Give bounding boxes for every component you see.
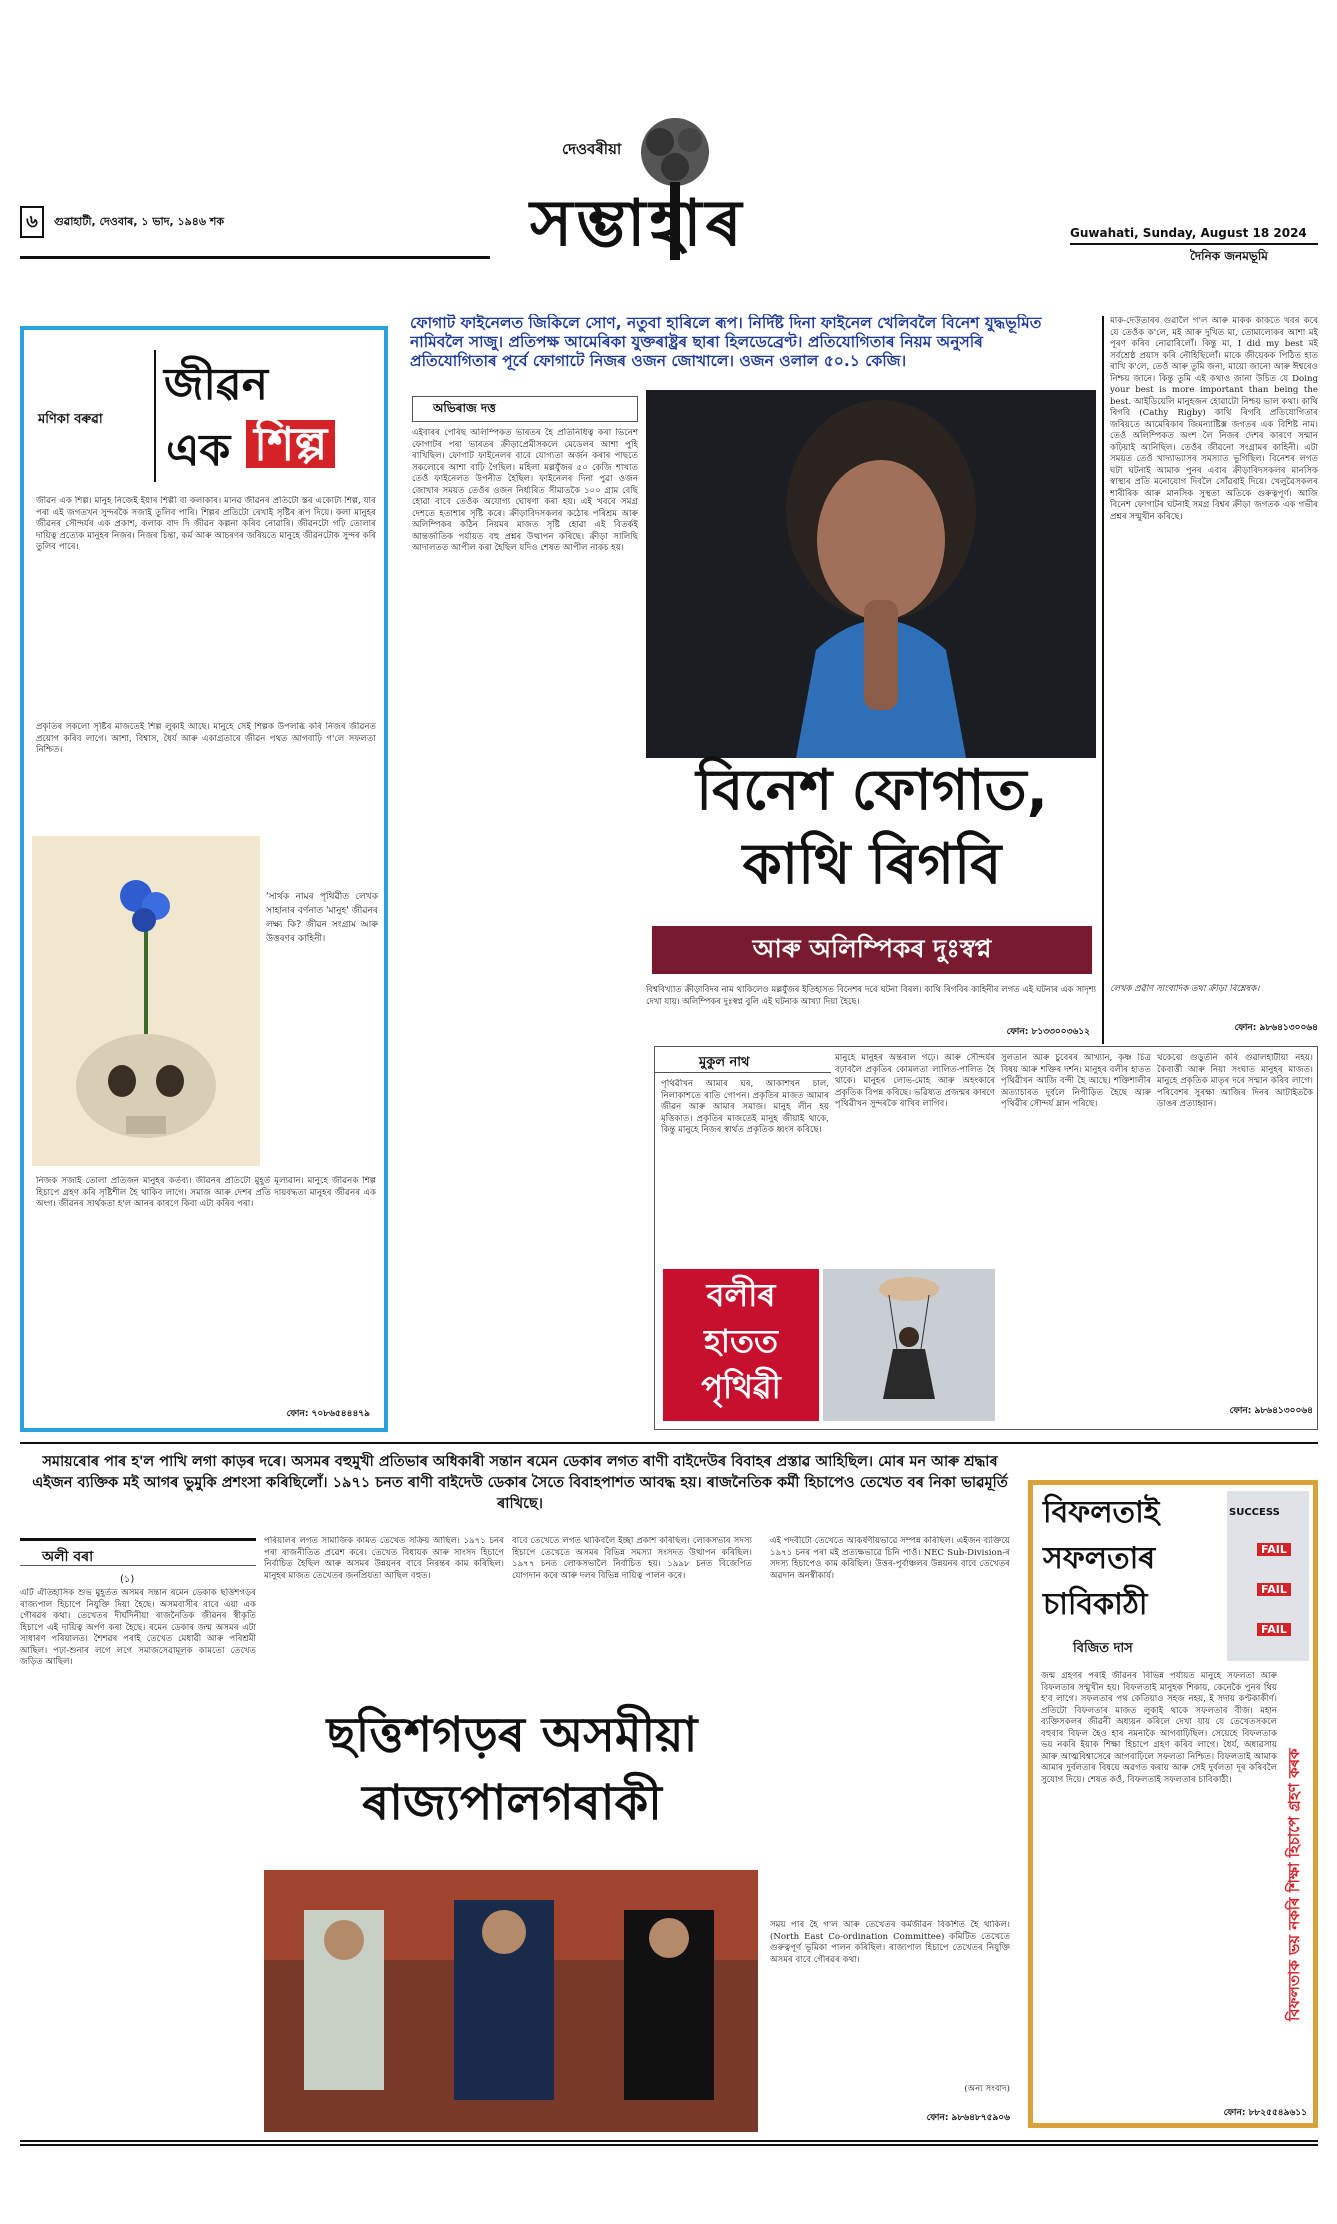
vinesh-headline-line2: কাথি ৰিগবি [742, 832, 1002, 897]
ramen-deck: সমায়ৰোৰ পাৰ হ'ল পাখি লগা কাড়ৰ দৰে। অসমৰ বহুমুখী প্ৰতিভাৰ অধিকাৰী সন্তান ৰমেন ডেকাৰ লগত ৰাণী বাইদেউৰ বিবাহৰ প্ৰস্তাৱ আহিছিল। মোৰ মন আৰু শ্ৰদ্ধাৰ এইজন ব্যক্তিক মই আগৰ ভুমুকি প্ৰশংসা কৰিছিলোঁ। ১৯৭১ চনত ৰাণী বাইদেউ ডেকাৰ সৈতে বিবাহপাশত আবদ্ধ হয়। ৰাজনৈতিক কৰ্মী হিচাপেও তেখেত বৰ নিকা ভাৱমূৰ্তি ৰাখিছে। [32, 1454, 1008, 1512]
mukul-author: মুকুল নাথ [699, 1055, 750, 1070]
ramen-author: অলী বৰা [42, 1549, 94, 1565]
vinesh-body-left: এইবাৰৰ পেৰিছ অলিম্পিকত ভাৰতৰ হৈ প্ৰতিনিধিত্ব কৰা ভিনেশ ফোগাটৰ পৰা ভাৰতৰ ক্ৰীড়াপ্ৰেমীসকলে মেডেলৰ আশা পুহি ৰাখিছিল। ফোগাট ফাইনেলৰ বাবে যোগ্যতা অৰ্জন কৰাৰ পাছতে সকলোৰে আশা বাঢ়ি গৈছিল। মহিলা মল্লযুঁজৰ ৫০ কেজি শাখাত তেওঁ ফাইনেলত উপনীত হৈছিল। ফাইনেলৰ দিনা পুৱা ওজন জোখাৰ সময়ত তেওঁৰ ওজন নিৰ্ধাৰিত সীমাতকৈ ১০০ গ্ৰাম বেছি হোৱা বাবে তেওঁক অযোগ্য ঘোষণা কৰা হয়। এই খবৰে সমগ্ৰ দেশতে হতাশাৰ সৃষ্টি কৰে। ক্ৰীড়াবিদসকলৰ কঠোৰ পৰিশ্ৰম আৰু অলিম্পিকৰ কঠিন নিয়মৰ মাজত সৃষ্টি হোৱা এই বিতৰ্কই আন্তৰ্জাতিক পৰ্যায়ত বহু প্ৰশ্নৰ উত্থাপন কৰিছে। ক্ৰীড়া সালিছি আদালতত আপীল কৰা হৈছিল যদিও শেষত আপীল নাকচ হয়। [412, 428, 638, 553]
left-article-box [20, 326, 388, 1432]
mukul-banner-line3: পৃথিৱী [701, 1368, 781, 1406]
right-col-phone: ফোন: ৯৮৬৪১৩০০৬৪ [1234, 1023, 1318, 1033]
right-col-body: মাক-দেউতাৰৰ গুৱালৈ গ'ল আৰু মাকক কাকতে খবৰ কৰে যে তেওঁক ক'লে, মই আৰু দুখিত মা, তোমালোকৰ আশা মই পূৰণ কৰিব নোৱাৰিলোঁ। কিন্তু মা, I did my best মই সৰ্বশ্ৰেষ্ঠ প্ৰয়াস কৰি নৌহিছিলোঁ। মাকে জীয়েকক পিঠিত হাত ৰাখি ক'লে, তেওঁ আৰু তুমি জনা, মায়ো জানো আৰু ঈশ্বৰেও নিশ্চয় জানে। কিন্তু তুমি এই কথাও জানা উচিত যে Doing your best is more important than being the best. আইডিয়েলি মানুহজন হোৱাটো নিশ্চয় ভাল কথা। কাথি ৰিগবি (Cathy Rigby) কাথি ৰিগবি প্ৰতিযোগিতাৰ জৰিয়তে আমেৰিকাৰ জিমন্যাষ্টিক্স জগতৰ এক বিশিষ্ট নাম। তেওঁ অলিম্পিকত অংশ লৈ নিজৰ দেশৰ কাৰণে সন্মান কঢ়িয়াই আনিছিল। তেওঁৰ জীৱনো সংগ্ৰামৰ কাহিনী। এটা সময়ত তেওঁ খাদ্যাভ্যাসৰ সমস্যাত ভুগিছিল। বিনেশৰ লগত ঘটা ঘটনাই আমাক পুনৰ এবাৰ ক্ৰীড়াবিদসকলৰ মানসিক স্বাস্থ্যৰ প্ৰতি মনোযোগ দিবলৈ সোঁৱৰাই দিয়ে। খেলুৱৈসকলৰ শাৰীৰিক আৰু মানসিক সুস্থতা অতিকে গুৰুত্বপূৰ্ণ। আজি বিনেশ ফোগাটৰ ঘটনাই সমগ্ৰ বিশ্বৰ ক্ৰীড়া জগতক এক গভীৰ প্ৰশ্নৰ সন্মুখীন কৰিছে। [1110, 316, 1318, 522]
ladder-fail-3: FAIL [1257, 1623, 1291, 1636]
success-phone: ফোন: ৮৮২৫৫৪৯৬১১ [1223, 2108, 1307, 2118]
skull-flower-image [32, 836, 260, 1166]
mukul-banner-line2: হাতত [703, 1322, 779, 1360]
page-number-box: ৬ [20, 206, 44, 238]
right-col-divider [1102, 316, 1104, 1044]
ramen-headline-line1: ছত্তিশগড়ৰ অসমীয়া [326, 1707, 698, 1763]
ramen-col5: সময় পাৰ হৈ গ'ল আৰু তেখেতৰ কৰ্মজীৱন বিকশিত হৈ থাকিল। (North East Co-ordination Committee) কমিটিত তেখেতে গুৰুত্বপূৰ্ণ ভূমিকা পালন কৰিছিল। ৰাজ্যপাল হিচাপে তেখেতৰ নিযুক্তি অসমৰ বাবে গৌৰৱৰ কথা। [770, 1920, 1010, 1965]
ramen-col3: বাবে তেখেতে লগত থাকিবলৈ ইচ্ছা প্ৰকাশ কৰিছিল। লোকসভাৰ সদস্য হিচাপে তেখেতে অসমৰ বিভিন্ন সমস্যা সংসদত উত্থাপন কৰিছিল। ১৯৭৭ চনত লোকসভালৈ নিৰ্বাচিত হয়। ১৯৯৮ চনত বিজেপিত যোগদান কৰে আৰু দলৰ বিভিন্ন দায়িত্ব পালন কৰে। [512, 1536, 752, 1581]
left-author: মণিকা বৰুৱা [38, 412, 103, 427]
vinesh-author-box [412, 396, 638, 422]
success-ladder-top: SUCCESS [1229, 1507, 1280, 1518]
success-vertical-text: বিফলতাক ভয় নকৰি শিক্ষা হিচাপে গ্ৰহণ কৰক [1285, 1748, 1303, 2022]
masthead-rule-left [20, 256, 490, 259]
ramen-author-box [20, 1538, 256, 1566]
left-caption-body: 'সাৰ্থক নামৰ পৃথিৱীত লেখক সাহানাৰ বৰ্ণনাত 'মানুহ' জীৱনৰ লক্ষ্য কি? জীৱন সংগ্ৰাম আৰু উত্তৰণৰ কাহিনী। [266, 892, 378, 944]
ladder-fail-1: FAIL [1257, 1543, 1291, 1556]
ramen-footer: (অন্য সংবাদ) [964, 2084, 1010, 2094]
success-author: বিজিত দাস [1073, 1641, 1133, 1656]
mukul-body3: সুলতান আৰু চুবেৰৰ আখ্যান, কৃষ্ণ চিত্ৰ বিষয় আৰু শক্তিৰ দৰ্শন। মানুহৰ বলীৰ হাতত পৃথিৱীখন আজি বন্দী হৈ আছে। শক্তিশালীৰ অত্যাচাৰত দুৰ্বলে নিপীড়িত হৈছে আৰু পৃথিৱীৰ সৌন্দৰ্য ম্লান পৰিছে। [1001, 1053, 1151, 1109]
left-title-line2: এক [166, 425, 231, 476]
mukul-body1: পৃথিৱীখন আমাৰ ঘৰ, আকাশখন চাল, নিলাকাশতে ৰাতি গোপন। প্ৰকৃতিৰ মাজত আমাৰ জীৱন আৰু আমাৰ সমাজ। মানুহ লীন হয় মৃত্তিকাত। প্ৰকৃতিৰ মাজতেই মানুহ জীয়াই থাকে, কিন্তু মানুহে নিজৰ স্বাৰ্থত প্ৰকৃতিক ধ্বংস কৰিছে। [661, 1079, 829, 1135]
success-article-box [1028, 1480, 1318, 2128]
vinesh-body-right: বিশ্ববিখ্যাত ক্ৰীড়াবিদৰ নাম থাকিলেও মল্লযুঁজৰ ইতিহাসত বিনেশৰ দৰে ঘটনা বিৰল। কাথি ৰিগবিৰ কাহিনীৰ লগত এই ঘটনাৰ এক সাদৃশ্য দেখা যায়। অলিম্পিকৰ দুঃস্বপ্ন বুলি এই ঘটনাক আখ্যা দিয়া হৈছে। [646, 984, 1096, 1006]
mukul-article-box [654, 1046, 1318, 1430]
section-small-title: দেওবৰীয়া [562, 140, 622, 158]
left-body-bottom: নিজক সজাই তোলা প্ৰতিজন মানুহৰ কৰ্তব্য। জীৱনৰ প্ৰতিটো মুহূৰ্ত মূল্যৱান। মানুহে জীৱনক শিল্প হিচাপে গ্ৰহণ কৰি সৃষ্টিশীল হৈ থাকিব লাগে। সমাজ আৰু দেশৰ প্ৰতি দায়বদ্ধতা মানুহৰ জীৱনৰ এক অংগ। জীৱনৰ সাৰ্থকতা হ'ল আনৰ কাৰণে কিবা এটা কৰিব পৰা। [36, 1176, 376, 1209]
ramen-headline-line2: ৰাজ্যপালগৰাকী [362, 1775, 662, 1831]
mukul-phone: ফোন: ৯৮৬৪১৩০০৬৪ [1229, 1406, 1313, 1416]
governor-ceremony-photo [264, 1870, 758, 2132]
right-col-footer: লেখক প্ৰৱীণ সাংবাদিক তথা ক্ৰীড়া বিশ্লেষক। [1110, 984, 1260, 994]
english-date: Guwahati, Sunday, August 18 2024 [1070, 226, 1307, 240]
success-title-line1: বিফলতাই [1043, 1495, 1160, 1530]
ramen-col2: পৰিয়ালৰ লগত সামাজিক কামত তেখেত সক্ৰিয় আছিল। ১৯৭১ চনৰ পৰা ৰাজনীতিত প্ৰৱেশ কৰে। তেখেত বিধায়ক আৰু সাংসদ হিচাপে নিৰ্বাচিত হৈছিল আৰু অসমৰ উন্নয়নৰ বাবে নিৰন্তৰ কাম কৰিছিল। মানুহৰ মাজত তেখেতৰ জনপ্ৰিয়তা আছিল বহুত। [264, 1536, 504, 1581]
paper-name: দৈনিক জনমভূমি [1190, 249, 1268, 263]
ladder-fail-2: FAIL [1257, 1583, 1291, 1596]
left-phone: ফোন: ৭০৮৬৫৪৪৪৭৯ [286, 1409, 370, 1419]
ramen-phone: ফোন: ৯৮৬৪৮৭৫৯০৬ [926, 2113, 1010, 2123]
mukul-body4: থকেৰো গুড়ুৰ্তনি কৰি গুৱালহাটীয়া নহয়। কৈবাৰ্ত্তী আৰু নিয়া সংঘাত মানুহৰ মাজত। মানুহে প্ৰকৃতিক মাতৃৰ দৰে সন্মান কৰিব লাগে। পৰিবেশৰ সুৰক্ষা আজিৰ দিনৰ আটাইতকৈ ডাঙৰ প্ৰত্যাহ্বান। [1157, 1053, 1313, 1109]
section-title: সম্ভাহাৰ [530, 187, 746, 261]
top-lead-deck: ফোগাট ফাইনেলত জিকিলে সোণ, নতুবা হাৰিলে ৰূপ। নিৰ্দিষ্ট দিনা ফাইনেল খেলিবলৈ বিনেশ যুদ্ধভূমিত নামিবলৈ সাজু। প্ৰতিপক্ষ আমেৰিকা যুক্তৰাষ্ট্ৰৰ ছাৰা হিলডেব্ৰেণ্ট। প্ৰতিযোগিতাৰ নিয়ম অনুসৰি প্ৰতিযোগিতাৰ পূৰ্বে ফোগাটে নিজৰ ওজন জোখালে। ওজন ওলাল ৫০.১ কেজি। [410, 314, 1042, 370]
left-body-top: জীৱন এক শিল্প। মানুহ নিজেই ইয়াৰ শিল্পী বা কলাকাৰ। মানৱ জীৱনৰ প্ৰতিটো স্তৰ একোটা শিল্প, যাৰ পৰা এই জগতখন সুন্দৰকৈ সজাই তুলিব পাৰি। শিল্পৰ প্ৰতিটো ৰেখাই সৃষ্টিৰ ৰূপ দিয়ে। কলা মানুহৰ জীৱনৰ সৌন্দৰ্যৰ এক প্ৰকাশ, কলাক বাদ দি জীৱন কল্পনা কৰিব নোৱাৰি। জীৱনটো গঢ়ি তোলাৰ দায়িত্ব প্ৰত্যেক মানুহৰ নিজৰ। নিজৰ চিন্তা, কৰ্ম আৰু আচৰণৰ জৰিয়তে মানুহে জীৱনটোক সুন্দৰ কৰি তুলিব পাৰে। [36, 496, 376, 552]
left-body-mid: প্ৰকৃতিৰ সকলো সৃষ্টিৰ মাজতেই শিল্প লুকাই আছে। মানুহে সেই শিল্পক উপলব্ধি কৰি নিজৰ জীৱনত প্ৰয়োগ কৰিব লাগে। আশা, বিশ্বাস, ধৈৰ্য আৰু একাগ্ৰতাৰে জীৱন পথত আগবাঢ়ি গ'লে সফলতা নিশ্চিত। [36, 722, 376, 755]
left-title-divider [154, 350, 156, 482]
mid-page-rule [20, 1442, 1318, 1444]
masthead [0, 0, 1337, 265]
vinesh-headline-line1: বিনেশ ফোগাত, [696, 758, 1048, 823]
vinesh-photo [646, 390, 1096, 758]
vinesh-author: অভিৰাজ দত্ত [433, 401, 496, 415]
left-title-highlight: শিল্প [246, 420, 335, 468]
mukul-banner [663, 1269, 819, 1421]
puppet-girl-image [823, 1269, 995, 1421]
ramen-section-num: (১) [120, 1574, 135, 1585]
footer-rule [20, 2140, 1318, 2146]
success-title-line3: চাবিকাঠী [1043, 1587, 1148, 1622]
mukul-body2: মানুহে মানুহৰ অন্তৰাল গঢ়ে। আৰু সৌন্দৰ্যৰ বঢ়াবলৈ প্ৰকৃতিৰ কোমলতা লালিত-পালিত হৈ থাকে। মানুহৰ লোভ-মোহ আৰু অহংকাৰে প্ৰকৃতিক বিপন্ন কৰিছে। ভৱিষ্যত প্ৰজন্মৰ কাৰণে পৃথিৱীখন সুন্দৰকৈ ৰাখিব লাগিব। [835, 1053, 995, 1109]
left-title-line1: জীৱন [164, 359, 268, 410]
mukul-author-box [655, 1051, 831, 1073]
success-ladder-image [1227, 1491, 1309, 1661]
masthead-rule-right [1070, 243, 1318, 245]
mukul-banner-line1: বলীৰ [706, 1276, 776, 1314]
ramen-col4: এই পদবীটো তেখেতে আকৰ্ষণীয়ভাৱে সম্পন্ন কৰিছিল। এইজন ব্যক্তিয়ে ১৯৭১ চনৰ পৰা মই প্ৰত্যক্ষভাৱে চিনি পাওঁ। NEC Sub-Division-ৰ সদস্য হিচাপেও কাম কৰিছিল। উত্তৰ-পূৰ্বাঞ্চলৰ উন্নয়নৰ বাবে তেখেতৰ অৱদান অনস্বীকাৰ্য। [770, 1536, 1010, 1581]
vinesh-subhead: আৰু অলিম্পিকৰ দুঃস্বপ্ন [652, 926, 1092, 974]
success-title-line2: সফলতাৰ [1043, 1541, 1156, 1576]
success-body: জন্ম গ্ৰহণৰ পৰাই জীৱনৰ বিভিন্ন পৰ্যায়ত মানুহে সফলতা আৰু বিফলতাৰ সন্মুখীন হয়। বিফলতাই মানুহক শিকায়, কেনেকৈ পুনৰ থিয় হ'ব লাগে। সফলতাৰ পথ কেতিয়াও সহজ নহয়, ই সদায় কণ্টকাকীৰ্ণ। প্ৰতিটো বিফলতাৰ মাজত লুকাই থাকে সফলতাৰ বীজ। মহান ব্যক্তিসকলৰ জীৱনী অধ্যয়ন কৰিলে দেখা যায় যে তেখেতসকলে বহুবাৰ বিফল হৈও হাৰ নমনাকৈ আগবাঢ়িছিল। সেয়েহে বিফলতাক ভয় নকৰি ইয়াক শিক্ষা হিচাপে গ্ৰহণ কৰিব লাগে। ধৈৰ্য, অধ্যৱসায় আৰু আত্মবিশ্বাসেৰে আগবাঢ়িলে সফলতা নিশ্চিত। বিফলতাই আমাক আমাৰ দুৰ্বলতাৰ বিষয়ে অৱগত কৰায় আৰু সেই দুৰ্বলতা দূৰ কৰিবলৈ সুযোগ দিয়ে। শেষত কওঁ, বিফলতাই সফলতাৰ চাবিকাঠী। [1041, 1671, 1277, 1785]
vinesh-phone: ফোন: ৮১৩৩০০৩৬১২ [1006, 1027, 1090, 1037]
date-line: গুৱাহাটী, দেওবাৰ, ১ ভাদ, ১৯৪৬ শক [54, 215, 225, 228]
ramen-col1: এটি ঐতিহাসিক শুভ মুহূৰ্তত অসমৰ সন্তান ৰমেন ডেকাক ছত্তিশগড়ৰ ৰাজ্যপাল হিচাপে নিযুক্তি দিয়া হৈছে। অসমবাসীৰ বাবে এয়া এক গৌৰৱৰ কথা। তেখেতৰ দীৰ্ঘদিনীয়া ৰাজনৈতিক জীৱনৰ স্বীকৃতি হিচাপে এই দায়িত্ব অৰ্পণ কৰা হৈছে। ৰমেন ডেকাৰ জন্ম অসমৰ এটা সাধাৰণ পৰিয়ালত। শৈশৱৰ পৰাই তেখেত মেধাৱী আৰু পৰিশ্ৰমী আছিল। পঢ়া-শুনাৰ লগে লগে সমাজসেৱামূলক কামতো তেখেত জড়িত আছিল। [20, 1588, 256, 1667]
